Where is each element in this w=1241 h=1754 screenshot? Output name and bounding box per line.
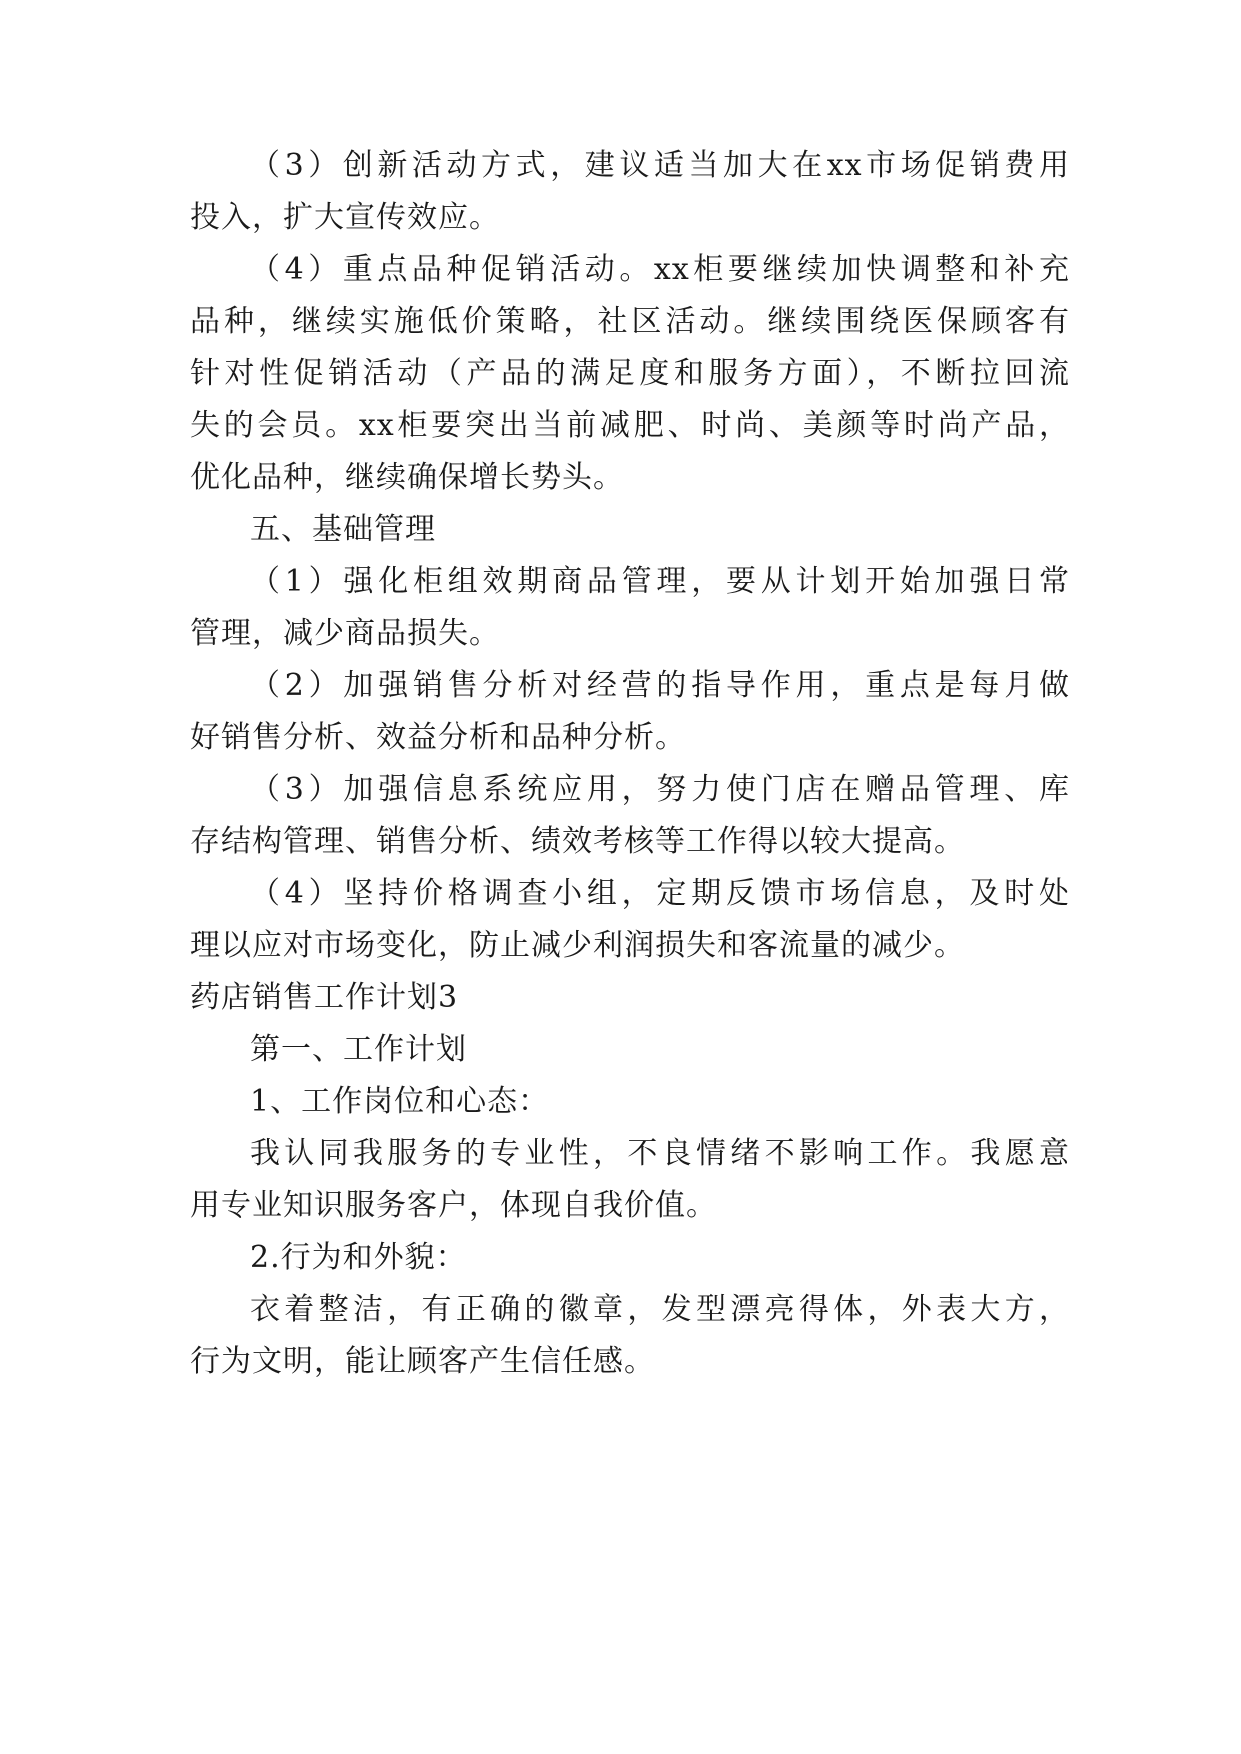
paragraph-line: 好销售分析、效益分析和品种分析。 <box>190 720 686 755</box>
paragraph-line: （4）坚持价格调查小组，定期反馈市场信息，及时处 <box>250 876 1070 911</box>
paragraph-line: （4）重点品种促销活动。xx柜要继续加快调整和补充 <box>250 252 1070 287</box>
paragraph-line: （2）加强销售分析对经营的指导作用，重点是每月做 <box>250 668 1070 703</box>
paragraph-line: 行为文明，能让顾客产生信任感。 <box>190 1344 655 1379</box>
document-title: 药店销售工作计划3 <box>190 980 459 1015</box>
paragraph-line: 失的会员。xx柜要突出当前减肥、时尚、美颜等时尚产品， <box>190 408 1070 443</box>
paragraph-line: 衣着整洁，有正确的徽章，发型漂亮得体，外表大方， <box>250 1292 1070 1327</box>
section-heading: 第一、工作计划 <box>250 1032 467 1067</box>
paragraph-line: 用专业知识服务客户，体现自我价值。 <box>190 1188 717 1223</box>
paragraph-line: 理以应对市场变化，防止减少利润损失和客流量的减少。 <box>190 928 965 963</box>
subsection-heading: 2.行为和外貌： <box>250 1240 467 1275</box>
paragraph-line: （3）加强信息系统应用，努力使门店在赠品管理、库 <box>250 772 1070 807</box>
paragraph-line: （3）创新活动方式，建议适当加大在xx市场促销费用 <box>250 148 1070 183</box>
paragraph-line: 存结构管理、销售分析、绩效考核等工作得以较大提高。 <box>190 824 965 859</box>
paragraph-line: 投入，扩大宣传效应。 <box>190 200 500 235</box>
subsection-heading: 1、工作岗位和心态： <box>250 1084 550 1119</box>
paragraph-line: （1）强化柜组效期商品管理，要从计划开始加强日常 <box>250 564 1070 599</box>
paragraph-line: 优化品种，继续确保增长势头。 <box>190 460 624 495</box>
section-heading: 五、基础管理 <box>250 512 436 547</box>
paragraph-line: 针对性促销活动（产品的满足度和服务方面），不断拉回流 <box>190 356 1070 391</box>
paragraph-line: 管理，减少商品损失。 <box>190 616 500 651</box>
paragraph-line: 品种，继续实施低价策略，社区活动。继续围绕医保顾客有 <box>190 304 1070 339</box>
paragraph-line: 我认同我服务的专业性，不良情绪不影响工作。我愿意 <box>250 1136 1070 1171</box>
